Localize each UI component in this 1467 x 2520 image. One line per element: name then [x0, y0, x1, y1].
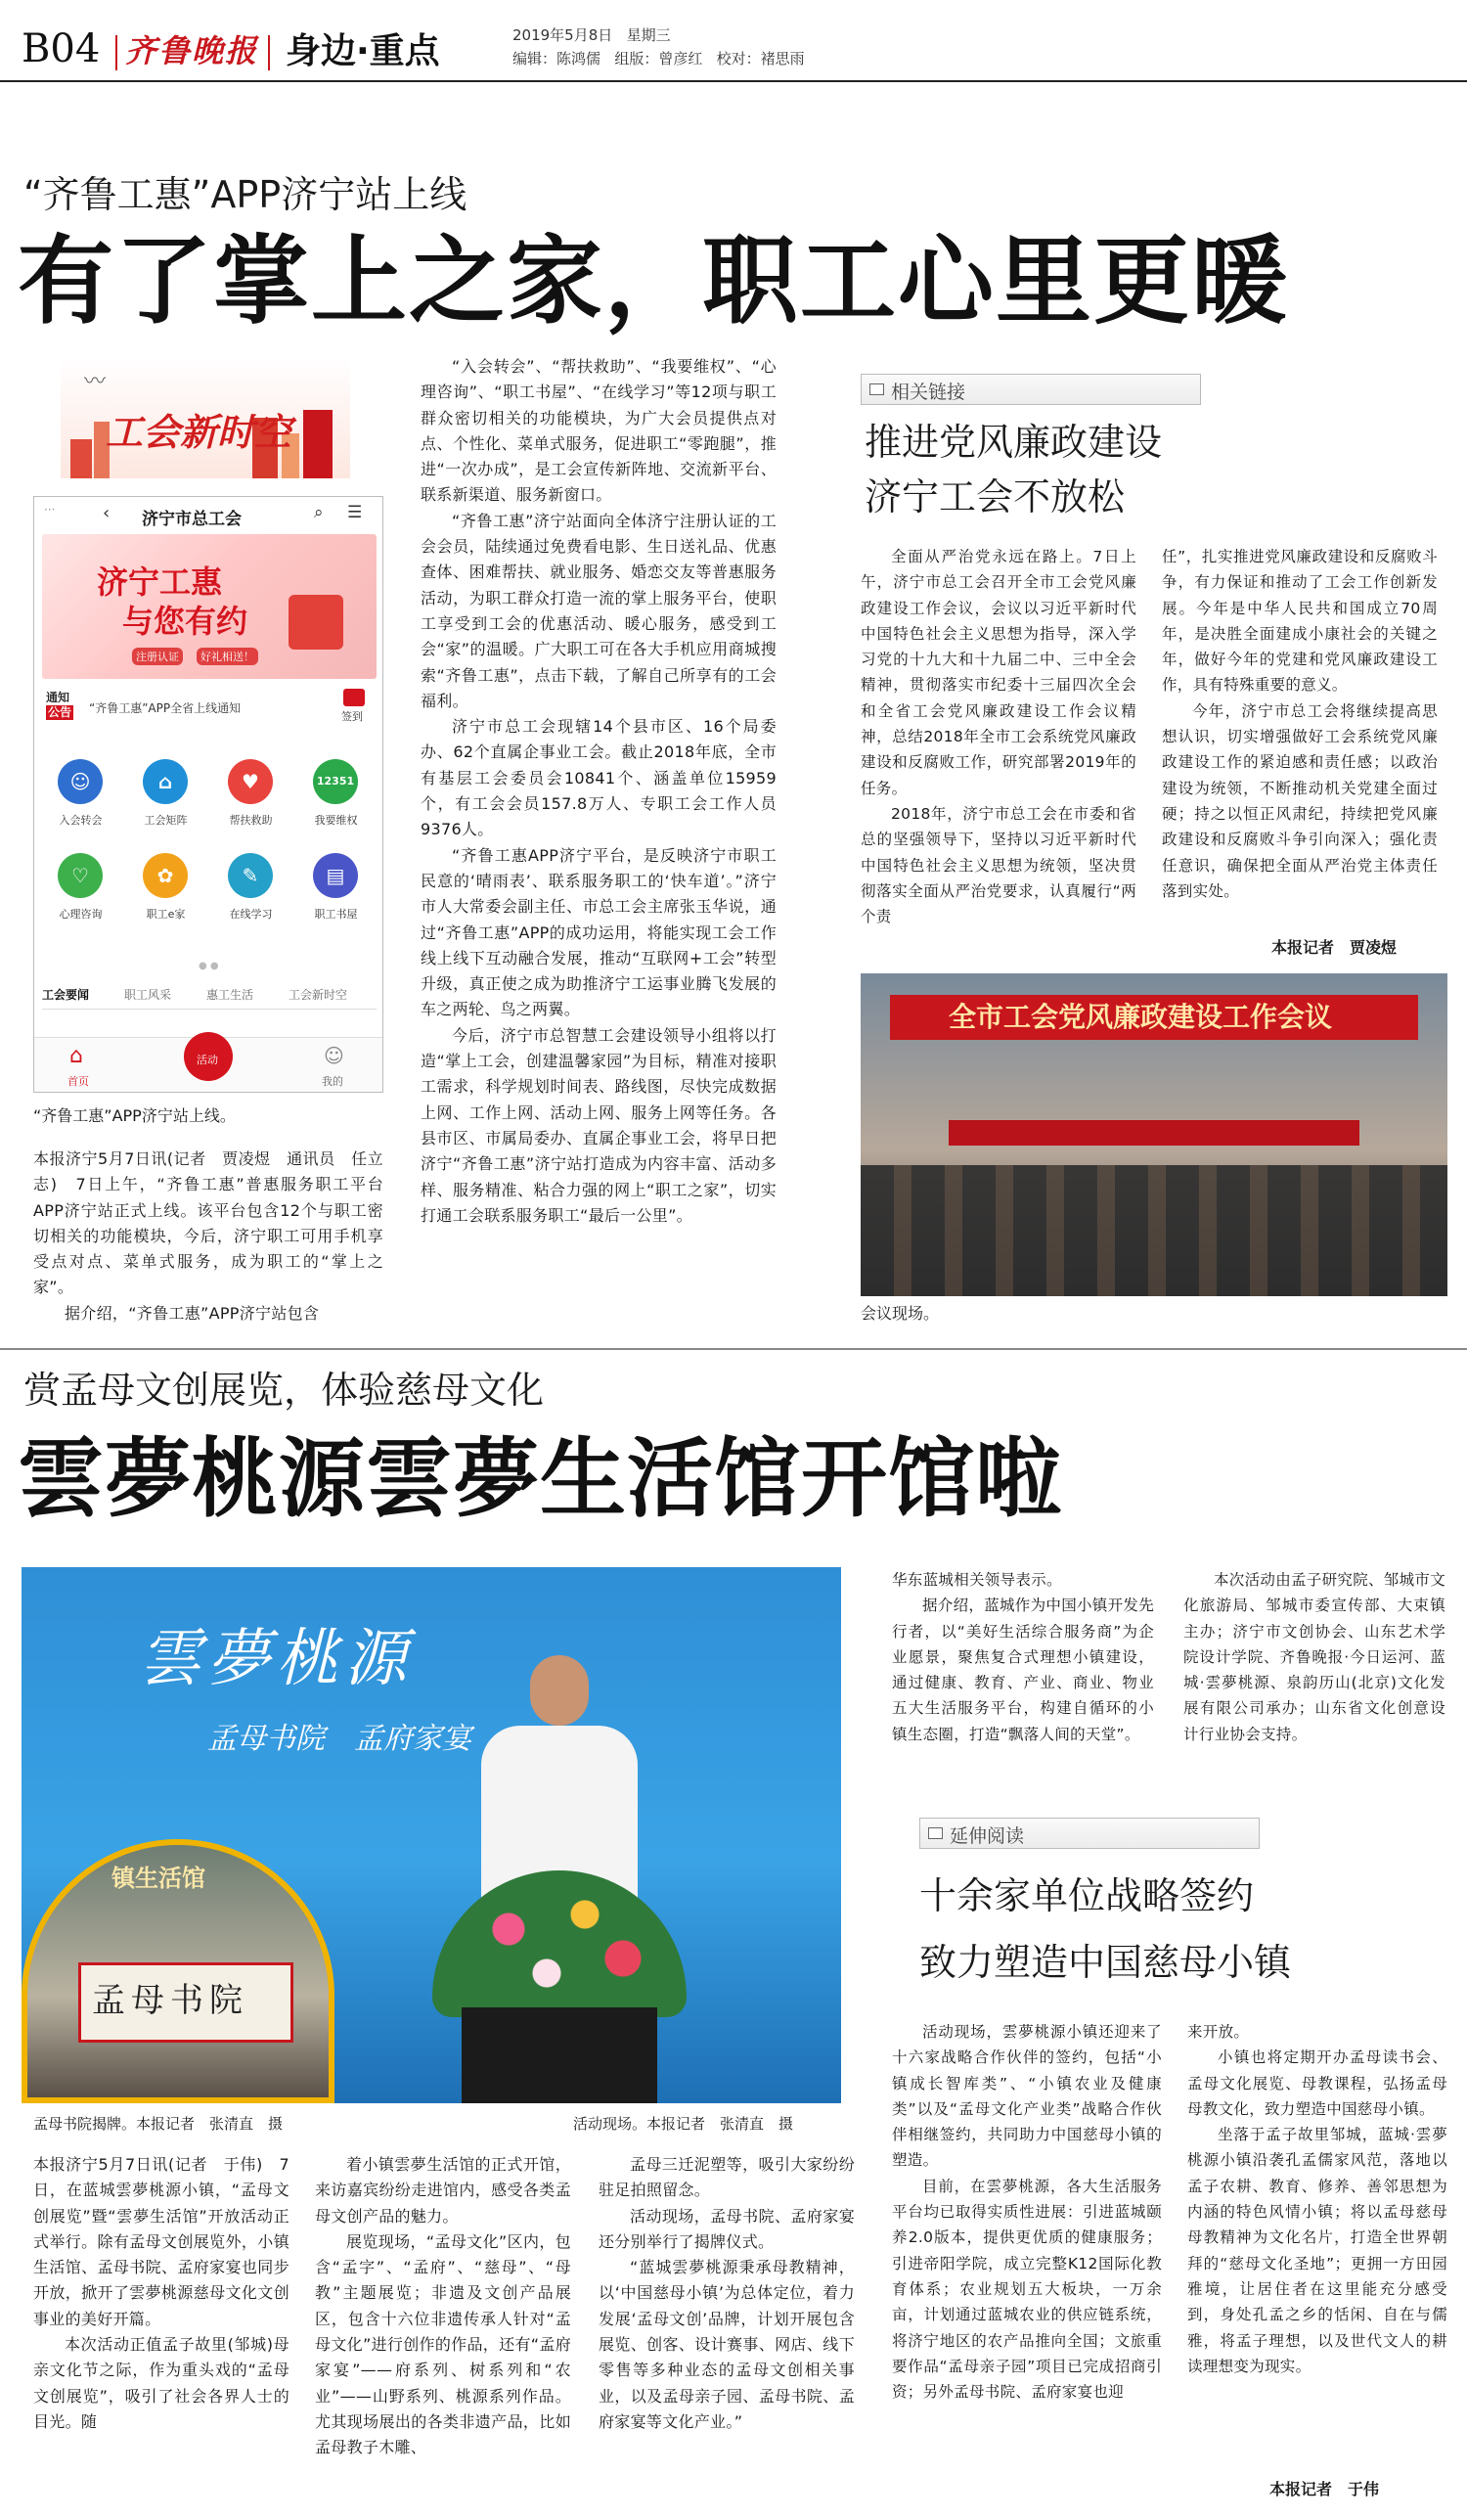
feature-icon: ♡ — [58, 853, 103, 898]
article2-column-3 — [599, 2152, 855, 2435]
feature-item[interactable] — [123, 847, 208, 935]
box-icon — [869, 383, 884, 395]
feature-label: 心理咨询 — [59, 908, 103, 921]
related-headline-2: 济宁工会不放松 — [865, 475, 1126, 518]
article1-paragraph: “齐鲁工惠APP济宁平台，是反映济宁市职工民意的‘晴雨表’、联系服务职工的‘快车道’。”济宁市人大常委会副主任、市总工会主席张玉华说，通过“齐鲁工惠”APP的成功运用，将能实现工会工作线上线下互动融合发展，推动“互联网+工会”转型升级，真正使之成为助推济宁工运事业腾飞发展的车之两轮、鸟之两翼。 — [421, 845, 777, 1019]
banner-line2: 与您有约 — [122, 603, 248, 640]
banner-text: 工会新时空 — [106, 411, 292, 454]
related-paragraph: 全面从严治党永远在路上。7日上午，济宁市总工会召开全市工会党风廉政建设工作会议，会议以习近平新时代中国特色社会主义思想为指导，深入学习党的十九大和十九届二中、三中全会精神，贯彻落实市纪委十三届四次全会和全省工会党风廉政建设工作会议精神，总结2018年全市工会系统党风廉政建设和反腐败工作，研究部署2019年的任务。 — [861, 548, 1136, 797]
article1-paragraph: 据介绍，“齐鲁工惠”APP济宁站包含 — [65, 1303, 320, 1323]
masthead-divider — [268, 35, 270, 70]
search-icon: ⌕ — [314, 503, 324, 522]
extended-paragraph: 目前，在雲夢桃源，各大生活服务平台均已取得实质性进展：引进蓝城颐养2.0版本，提供更优质的健康服务；引进帝阳学院，成立完整K12国际化教育体系；农业规划五大板块，一万余亩，计划通过蓝城农业的供应链系统，将济宁地区的农产品推向全国；文旅重要作品“孟母亲子园”项目已完成招商引资；另外孟母书院、孟府家宴也迎 — [892, 2177, 1162, 2402]
paper-logo: 齐鲁晚报 — [125, 32, 259, 69]
related-link-header — [861, 374, 1201, 405]
signin-label: 签到 — [341, 710, 363, 723]
article1-kicker: “齐鲁工惠”APP济宁站上线 — [23, 173, 467, 216]
audience — [861, 1165, 1447, 1296]
news-tab[interactable]: 工会新时空 — [289, 988, 348, 1002]
masthead-divider — [115, 35, 117, 70]
promo-banner — [42, 534, 377, 679]
article2-headline: 雲夢桃源雲夢生活馆开馆啦 — [18, 1428, 1063, 1529]
article1-paragraph: “入会转会”、“帮扶救助”、“我要维权”、“心理咨询”、“职工书屋”、“在线学习”等12项与职工群众密切相关的功能模块，为广大会员提供点对点、个性化、菜单式服务，促进职工“零跑腿”，推进“一次办成”，是工会宣传新阵地、交流新平台、联系新渠道、服务新窗口。 — [421, 357, 777, 505]
section-banner — [61, 357, 350, 478]
feature-item[interactable] — [293, 847, 378, 935]
home-icon[interactable]: ⌂ — [69, 1044, 83, 1068]
feature-label: 工会矩阵 — [144, 814, 188, 827]
feature-item[interactable] — [123, 753, 208, 841]
feature-item[interactable] — [208, 847, 293, 935]
notice-label-2: 公告 — [48, 705, 72, 719]
article2-paragraph: 活动现场，孟母书院、孟府家宴还分别举行了揭牌仪式。 — [599, 2206, 855, 2251]
extended-paragraph: 坐落于孟子故里邹城，蓝城·雲夢桃源小镇沿袭孔孟儒家风范，落地以孟子农耕、教育、修养、善邻思想为内涵的特色风情小镇；将以孟母慈母母教精神为文化名片，打造全世界朝拜的“慈母文化圣地”；更拥一方田园雅境，让居住者在这里能充分感受到，身处孔孟之乡的恬闲、自在与儒雅，将孟子理想，以及世代文人的耕读理想变为现实。 — [1187, 2126, 1447, 2375]
feature-item[interactable] — [293, 753, 378, 841]
box-icon — [928, 1827, 943, 1839]
editor: 编辑：陈鸿儒 — [512, 50, 601, 68]
meeting-banner-text: 全市工会党风廉政建设工作会议 — [949, 1001, 1333, 1033]
feature-icon: ♥ — [228, 759, 273, 804]
article2-kicker: 赏孟母文创展览，体验慈母文化 — [23, 1369, 545, 1412]
article1-column-2 — [421, 354, 777, 1229]
banner-line1: 济宁工惠 — [97, 563, 223, 601]
nav-home[interactable]: 首页 — [67, 1075, 89, 1088]
article1-column-1 — [33, 1147, 383, 1327]
photo-sign-big: 雲夢桃源 — [139, 1623, 413, 1695]
related-paragraph: 2018年，济宁市总工会在市委和省总的坚强领导下，坚持以习近平新时代中国特色社会主义思想为统领，坚决贯彻落实全面从严治党要求，认真履行“两个责 — [861, 804, 1136, 926]
bottom-nav — [34, 1037, 383, 1093]
user-icon[interactable]: ☺ — [324, 1044, 344, 1067]
news-tab[interactable]: 职工风采 — [124, 988, 172, 1002]
banner-sub2: 好礼相送！ — [197, 648, 258, 665]
meeting-photo — [861, 973, 1447, 1296]
pager-dots: ● ● — [199, 961, 219, 971]
back-icon: ‹ — [103, 503, 111, 523]
feature-label: 职工书屋 — [314, 908, 358, 921]
signin-icon[interactable] — [343, 689, 365, 706]
masthead — [0, 0, 1467, 78]
article2-paragraph: 孟母三迁泥塑等，吸引大家纷纷驻足拍照留念。 — [599, 2155, 855, 2200]
article2-column-2 — [315, 2152, 571, 2461]
notice-text[interactable]: “齐鲁工惠”APP全省上线通知 — [89, 701, 242, 715]
extended-column-2 — [1187, 2019, 1447, 2379]
layout-editor: 组版：曾彦红 — [614, 50, 703, 68]
feature-icon: ▤ — [313, 853, 358, 898]
meeting-caption: 会议现场。 — [861, 1304, 940, 1323]
event-photo — [22, 1567, 841, 2103]
caption-right: 活动现场。本报记者 张清直 摄 — [573, 2115, 794, 2133]
extended-headline-1: 十余家单位战略签约 — [919, 1874, 1255, 1917]
feature-icon: ☺ — [58, 759, 103, 804]
page-number: B04 — [22, 26, 101, 71]
related-label: 相关链接 — [891, 382, 966, 403]
extended-column-1 — [892, 2019, 1162, 2405]
plaque-text: 孟母书院 — [92, 1981, 248, 2020]
editor-credits — [512, 49, 805, 68]
feature-item[interactable] — [208, 753, 293, 841]
news-tabs — [42, 982, 377, 1010]
article2-paragraph: 据介绍，蓝城作为中国小镇开发先行者，以“美好生活综合服务商”为企业愿景，聚焦复合式理想小镇建设，通过健康、教育、产业、商业、物业五大生活服务平台，构建自循环的小镇生态圈，打造“飘落人间的天堂”。 — [892, 1597, 1155, 1743]
bird-icon: 〰 — [84, 370, 107, 394]
article1-paragraph: “齐鲁工惠”济宁站面向全体济宁注册认证的工会会员，陆续通过免费看电影、生日送礼品、优惠查体、困难帮扶、就业服务、婚恋交友等普惠服务活动，为职工群众打造一流的掌上服务平台，使职工享受到工会的优惠活动、暖心服务，感受到工会“家”的温暖。广大职工可在各大手机应用商城搜索“齐鲁工惠”，点击下载，了解自己所享有的工会福利。 — [421, 511, 777, 710]
inset-top-text: 镇生活馆 — [111, 1865, 205, 1892]
phone-status: ··· — [44, 503, 56, 517]
phone-title: 济宁市总工会 — [142, 510, 242, 529]
article1-paragraph: 今后，济宁市总智慧工会建设领导小组将以打造“掌上工会，创建温馨家园”为目标，精准对接职工需求，科学规划时间表、路线图，尽快完成数据上网、工作上网、活动上网、服务上网等任务。各县市区、市属局委办、直属企事业工会，将早日把济宁“齐鲁工惠”济宁站打造成为内容丰富、活动多样、服务精准、粘合力强的网上“职工之家”，切实打通工会联系服务职工“最后一公里”。 — [421, 1025, 777, 1225]
section-rule — [0, 1348, 1467, 1350]
gift-icon — [289, 595, 343, 650]
related-paragraph: 今年，济宁市总工会将继续提高思想认识，切实增强做好工会系统党风廉政建设工作的紧迫感和责任感；以政治建设为统领，不断推动机关党建全面过硬；持之以恒正风肃纪，持续把党风廉政建设和反腐败斗争引向深入；强化责任意识，确保把全面从严治党主体责任落到实处。 — [1162, 701, 1438, 900]
nav-activity[interactable]: 活动 — [197, 1054, 218, 1066]
article2-upper-column-2 — [1183, 1567, 1445, 1747]
related-column-2 — [1162, 544, 1438, 904]
issue-date — [512, 25, 671, 45]
article2-paragraph: “蓝城雲夢桃源秉承母教精神，以‘中国慈母小镇’为总体定位，着力发展‘孟母文创’品牌，计划开展包含展览、创客、设计赛事、网店、线下零售等多种业态的孟母文创相关事业，以及孟母亲子园、孟母书院、孟府家宴等文化产业。” — [599, 2258, 855, 2431]
feature-label: 在线学习 — [229, 908, 273, 921]
feature-label: 职工e家 — [146, 908, 186, 921]
proofreader: 校对：褚思雨 — [716, 50, 805, 68]
related-byline: 本报记者 贾凌煜 — [1271, 938, 1398, 957]
inset-photo — [22, 1839, 334, 2103]
masthead-rule — [0, 80, 1467, 82]
feature-label: 我要维权 — [314, 814, 358, 827]
feature-label: 帮扶救助 — [229, 814, 273, 827]
banner-sub1: 注册认证 — [132, 648, 183, 665]
article2-paragraph: 本报济宁5月7日讯(记者 于伟) 7日，在蓝城雲夢桃源小镇，“孟母文创展览”暨“雲夢生活馆”开放活动正式举行。除有孟母文创展览外，小镇生活馆、孟母书院、孟府家宴也同步开放，掀开了雲夢桃源慈母文化文创事业的美好开篇。 — [33, 2155, 289, 2328]
news-tab[interactable]: 惠工生活 — [206, 988, 254, 1002]
section-title: 身边·重点 — [286, 31, 440, 71]
extended-byline: 本报记者 于伟 — [1269, 2480, 1380, 2498]
notice-label-1: 通知 — [46, 691, 70, 704]
related-paragraph: 任”，扎实推进党风廉政建设和反腐败斗争，有力保证和推动了工会工作创新发展。今年是中华人民共和国成立70周年，是决胜全面建成小康社会的关键之年，做好今年的党建和党风廉政建设工作，具有特殊重要的意义。 — [1162, 548, 1438, 695]
article2-paragraph: 展览现场，“孟母文化”区内，包含“孟字”、“孟府”、“慈母”、“母教”主题展览；非遗及文创产品展区，包含十六位非遗传承人针对“孟母文化”进行创作的作品，还有“孟府家宴”——府系列、树系列和“农业”——山野系列、桃源系列作品。尤其现场展出的各类非遗产品，比如孟母教子木雕、 — [315, 2231, 571, 2457]
nav-mine[interactable]: 我的 — [322, 1075, 343, 1088]
article1-paragraph: 济宁市总工会现辖14个县市区、16个局委办、62个直属企事业工会。截止2018年底，全市有基层工会委员会10841个、涵盖单位15959个，有工会会员157.8万人、专职工会工作人员9376人。 — [421, 717, 777, 839]
caption-left: 孟母书院揭牌。本报记者 张清直 摄 — [33, 2115, 284, 2133]
feature-icon: 12351 — [313, 759, 358, 804]
article2-paragraph: 本次活动由孟子研究院、邹城市文化旅游局、邹城市委宣传部、大束镇主办；济宁市文创协会、山东艺术学院设计学院、齐鲁晚报·今日运河、蓝城·雲夢桃源、泉韵历山(北京)文化发展有限公司承办；山东省文化创意设计行业协会支持。 — [1183, 1571, 1446, 1743]
article2-paragraph: 华东蓝城相关领导表示。 — [892, 1571, 1062, 1589]
flower-arrangement — [432, 1870, 687, 2017]
extended-paragraph: 来开放。 — [1187, 2023, 1250, 2041]
article1-headline: 有了掌上之家，职工心里更暖 — [18, 226, 1290, 338]
phone-screenshot — [33, 496, 383, 1093]
related-column-1 — [861, 544, 1136, 929]
weekday: 星期三 — [626, 26, 671, 44]
feature-icon: ✎ — [228, 853, 273, 898]
article1-paragraph: 本报济宁5月7日讯(记者 贾凌煜 通讯员 任立志) 7日上午，“齐鲁工惠”普惠服务职工平台APP济宁站正式上线。该平台包含12个与职工密切相关的功能模块，今后，济宁职工可用手机享受点对点、菜单式服务，成为职工的“掌上之家”。 — [33, 1149, 383, 1297]
lectern — [462, 2007, 657, 2103]
article2-paragraph: 本次活动正值孟子故里(邹城)母亲文化节之际，作为重头戏的“孟母文创展览”，吸引了社会各界人士的目光。随 — [33, 2335, 289, 2431]
extended-label: 延伸阅读 — [950, 1825, 1025, 1847]
notice-label — [46, 691, 73, 720]
feature-grid — [38, 753, 380, 949]
news-tab[interactable]: 工会要闻 — [42, 988, 90, 1002]
date: 2019年5月8日 — [512, 26, 613, 44]
related-headline-1: 推进党风廉政建设 — [865, 421, 1163, 464]
stage-table — [949, 1120, 1359, 1146]
menu-icon: ☰ — [347, 503, 363, 522]
extended-reading-header — [919, 1818, 1260, 1849]
article1-caption: “齐鲁工惠”APP济宁站上线。 — [33, 1106, 236, 1125]
extended-paragraph: 小镇也将定期开办孟母读书会、孟母文化展览、母教课程，弘扬孟母母教文化，致力塑造中国慈母小镇。 — [1187, 2048, 1447, 2118]
feature-item[interactable] — [38, 753, 123, 841]
extended-paragraph: 活动现场，雲夢桃源小镇还迎来了十六家战略合作伙伴的签约，包括“小镇成长智库类”、“小镇农业及健康类”以及“孟母文化产业类”战略合作伙伴相继签约，共同助力中国慈母小镇的塑造。 — [892, 2023, 1162, 2170]
feature-icon: ✿ — [143, 853, 188, 898]
article2-column-1 — [33, 2152, 289, 2435]
photo-sign-sub: 孟母书院 孟府家宴 — [207, 1722, 471, 1756]
article2-upper-column-1 — [892, 1567, 1154, 1747]
extended-headline-2: 致力塑造中国慈母小镇 — [919, 1941, 1292, 1984]
feature-icon: ⌂ — [143, 759, 188, 804]
article2-paragraph: 着小镇雲夢生活馆的正式开馆，来访嘉宾纷纷走进馆内，感受各类孟母文创产品的魅力。 — [315, 2155, 571, 2226]
feature-label: 入会转会 — [59, 814, 103, 827]
feature-item[interactable] — [38, 847, 123, 935]
